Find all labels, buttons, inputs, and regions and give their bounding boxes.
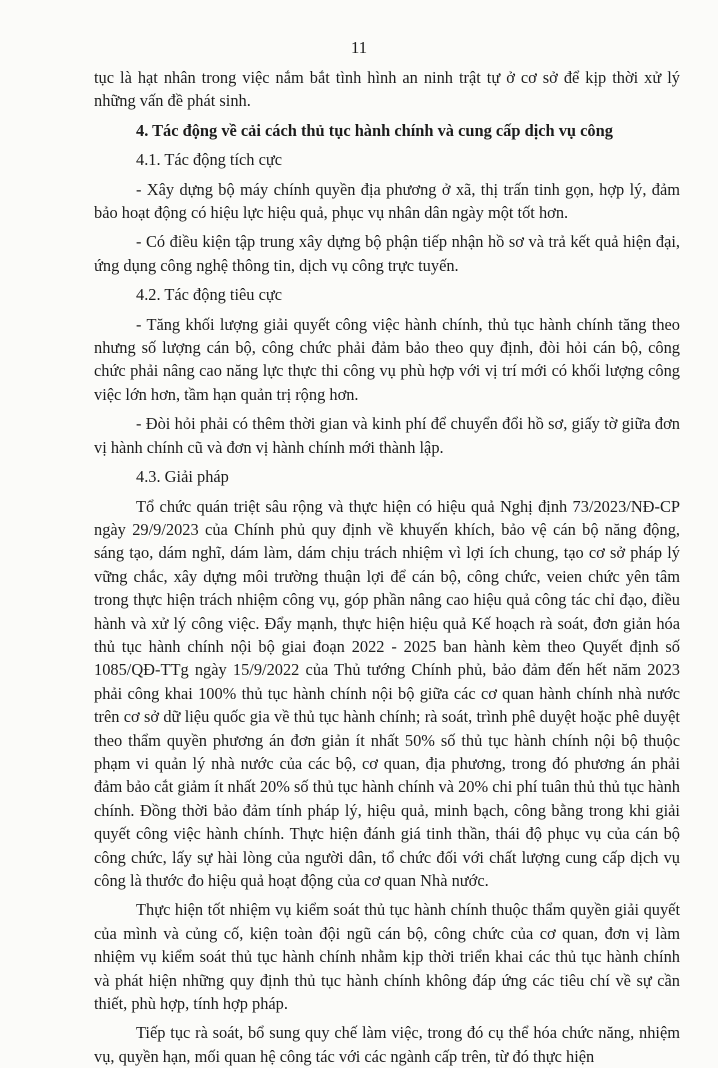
document-body [94, 66, 680, 1068]
page-number: 11 [350, 38, 368, 57]
paragraph: Tiếp tục rà soát, bổ sung quy chế làm việc, trong đó cụ thể hóa chức năng, nhiệm vụ, quyền hạn, mối quan hệ công tác với các ngành cấp trên, từ đó thực hiện [94, 1023, 680, 1066]
continuation-paragraph: tục là hạt nhân trong việc nắm bắt tình hình an ninh trật tự ở cơ sở để kịp thời xử lý những vấn đề phát sinh. [94, 68, 680, 111]
subsection-heading: 4.3. Giải pháp [136, 467, 229, 487]
section-heading: 4. Tác động về cải cách thủ tục hành chính và cung cấp dịch vụ công [136, 120, 613, 140]
paragraph: - Có điều kiện tập trung xây dựng bộ phận tiếp nhận hồ sơ và trả kết quả hiện đại, ứng dụng công nghệ thông tin, dịch vụ công trực tuyến. [94, 232, 680, 275]
subsection-heading: 4.1. Tác động tích cực [136, 150, 283, 170]
paragraph: - Tăng khối lượng giải quyết công việc hành chính, thủ tục hành chính tăng theo nhưng số lượng cán bộ, công chức phải đảm bảo theo quy định, đòi hỏi cán bộ, công chức phải nâng cao năng lực thực thi công vụ phù hợp với vị trí mới có khối lượng công việc lớn hơn, tầm hạn quản trị rộng hơn. [94, 314, 680, 404]
paragraph: Tổ chức quán triệt sâu rộng và thực hiện có hiệu quả Nghị định 73/2023/NĐ-CP ngày 29/9/2023 của Chính phủ quy định về khuyến khích, bảo vệ cán bộ năng động, sáng tạo, dám nghĩ, dám làm, dám chịu trách nhiệm vì lợi ích chung, tạo cơ sở pháp lý vững chắc, xây dựng môi trường thuận lợi để cán bộ, công chức, veien chức yên tâm trong thực hiện trách nhiệm công vụ, góp phần nâng cao hiệu quả công tác chỉ đạo, điều hành và xử lý công việc. Đẩy mạnh, thực hiện hiệu quả Kế hoạch rà soát, đơn giản hóa thủ tục hành chính nội bộ giai đoạn 2022 - 2025 ban hành kèm theo Quyết định số 1085/QĐ-TTg ngày 15/9/2022 của Thủ tướng Chính phủ, bảo đảm đến hết năm 2023 phải công khai 100% thủ tục hành chính nội bộ giữa các cơ quan hành chính nhà nước trên cơ sở dữ liệu quốc gia về thủ tục hành chính; rà soát, trình phê duyệt hoặc phê duyệt theo thẩm quyền phương án đơn giản ít nhất 50% số thủ tục hành chính nội bộ thuộc phạm vi quản lý nhà nước của các bộ, cơ quan, địa phương, trong đó phương án phải đảm bảo cắt giảm ít nhất 20% số thủ tục hành chính và 20% chi phí tuân thủ thủ tục hành chính. Đồng thời bảo đảm tính pháp lý, hiệu quả, minh bạch, công bằng trong khi giải quyết công việc hành chính. Thực hiện đánh giá tinh thần, thái độ phục vụ của cán bộ công chức, lấy sự hài lòng của người dân, tổ chức đối với chất lượng cung cấp dịch vụ công là thước đo hiệu quả hoạt động của cơ quan Nhà nước. [94, 496, 680, 890]
paragraph: Thực hiện tốt nhiệm vụ kiểm soát thủ tục hành chính thuộc thẩm quyền giải quyết của mình và củng cố, kiện toàn đội ngũ cán bộ, công chức của cơ quan, đơn vị làm nhiệm vụ kiểm soát thủ tục hành chính nhằm kịp thời triển khai các thủ tục hành chính và phát hiện những quy định thủ tục hành chính không đáp ứng các tiêu chí về sự cần thiết, phù hợp, tính hợp pháp. [94, 900, 680, 1014]
paragraph: - Đòi hỏi phải có thêm thời gian và kinh phí để chuyển đổi hồ sơ, giấy tờ giữa đơn vị hành chính cũ và đơn vị hành chính mới thành lập. [94, 414, 680, 457]
subsection-heading: 4.2. Tác động tiêu cực [136, 285, 283, 305]
paragraph: - Xây dựng bộ máy chính quyền địa phương ở xã, thị trấn tinh gọn, hợp lý, đảm bảo hoạt động có hiệu lực hiệu quả, phục vụ nhân dân ngày một tốt hơn. [94, 179, 680, 223]
